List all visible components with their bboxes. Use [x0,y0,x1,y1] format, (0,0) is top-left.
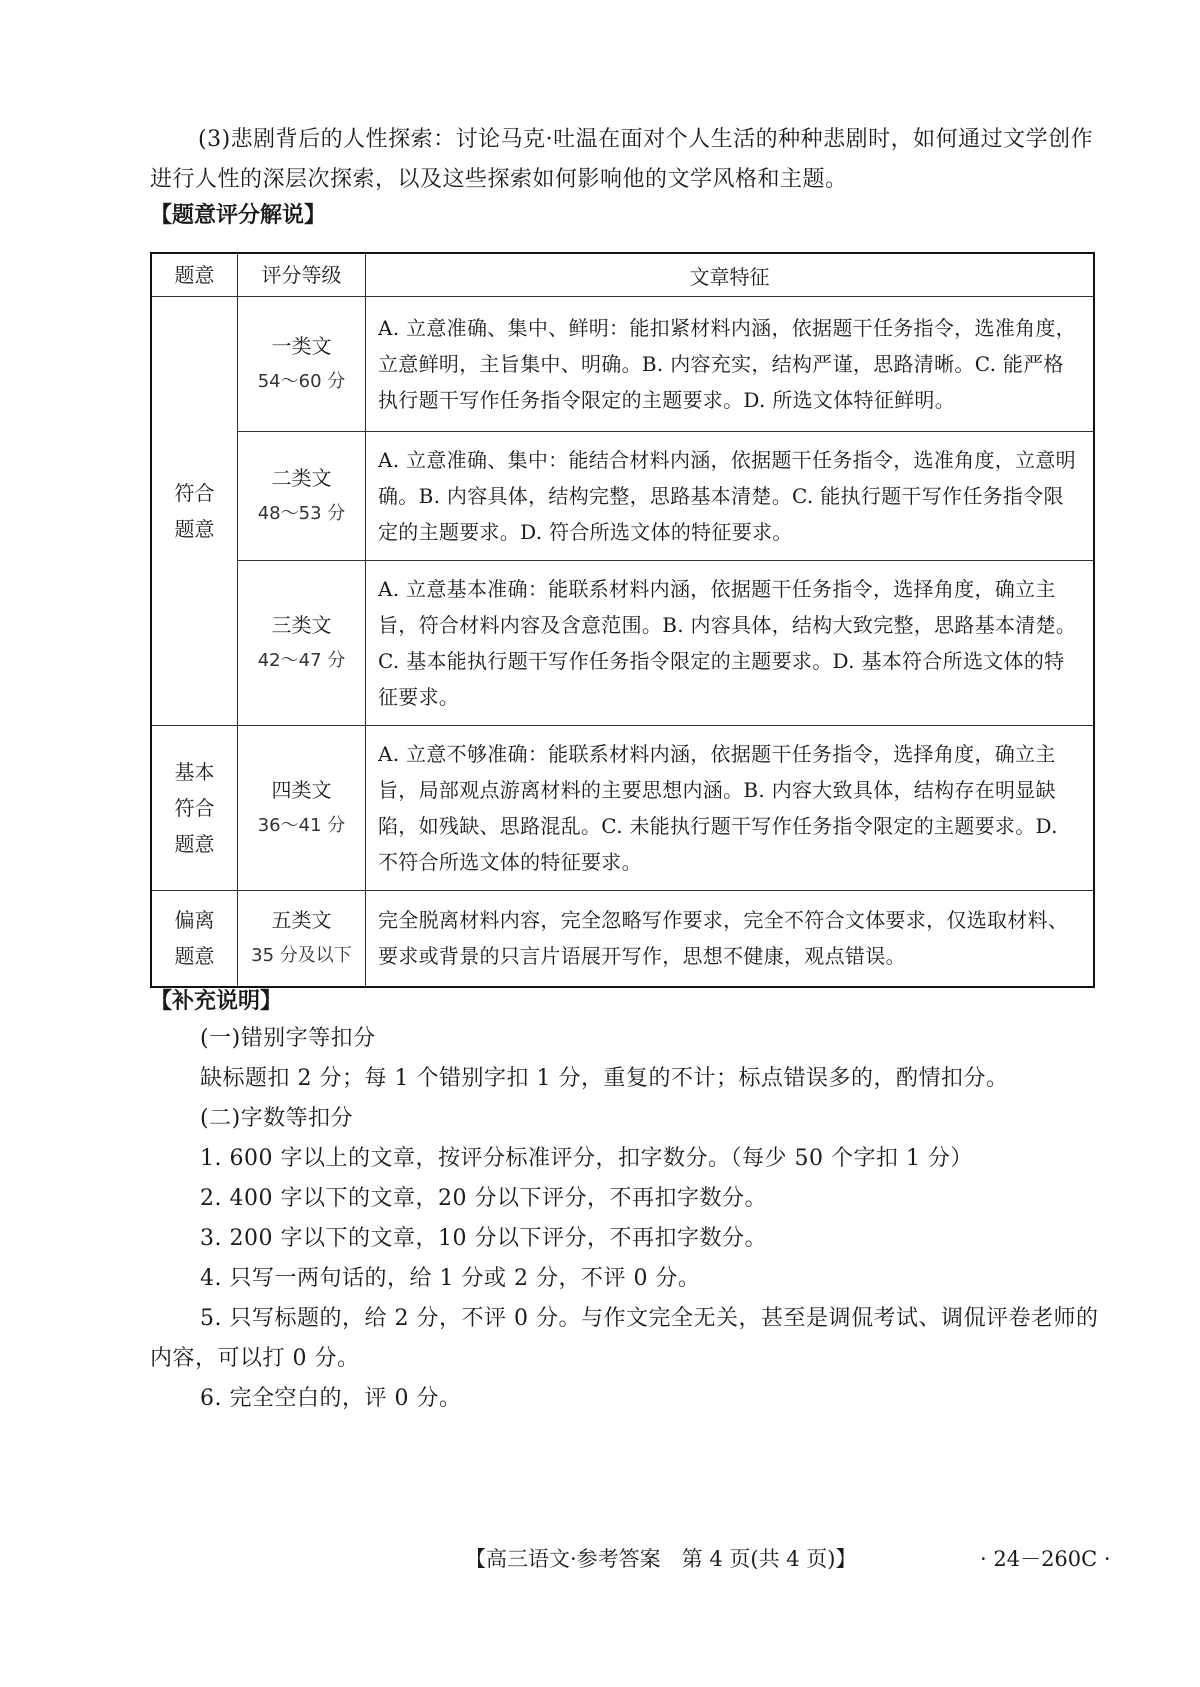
grade-cell [238,432,366,561]
list-item: 6. 完全空白的，评 0 分。 [200,1386,462,1411]
page-footer: 【高三语文·参考答案 第 4 页(共 4 页)】 [465,1547,857,1571]
grade-score: 54～60 分 [257,371,346,392]
table-header-row [151,253,1094,297]
list-item: 1. 600 字以上的文章，按评分标准评分，扣字数分。（每少 50 个字扣 1 分） [200,1146,973,1171]
header-features: 文章特征 [366,253,1095,297]
grade-description: A. 立意不够准确：能联系材料内涵，依据题干任务指令，选择角度，确立主旨，局部观点游离材料的主要思想内涵。B. 内容大致具体，结构存在明显缺陷，如残缺、思路混乱。C. 未能执行题干写作任务指令限定的主题要求。D. 不符合所选文体的特征要求。 [366,726,1095,891]
rubric-heading: 【题意评分解说】 [150,202,327,228]
group-fit: 符合 题意 [151,297,238,726]
grade-label: 三类文 [271,613,332,637]
supplement-section-1-text: 缺标题扣 2 分；每 1 个错别字扣 1 分，重复的不计；标点错误多的，酌情扣分。 [200,1066,1009,1091]
table-row [151,891,1094,987]
grade-description: A. 立意准确、集中：能结合材料内涵，依据题干任务指令，选准角度，立意明确。B. 内容具体，结构完整，思路基本清楚。C. 能执行题干写作任务指令限定的主题要求。D. 符合所选文体的特征要求。 [366,432,1095,561]
grade-score: 35 分及以下 [251,945,352,967]
table-row [151,726,1094,891]
grade-label: 二类文 [271,466,332,490]
supplement-section-1-title: (一)错别字等扣分 [200,1026,376,1051]
grade-score: 42～47 分 [257,650,346,671]
list-item: 4. 只写一两句话的，给 1 分或 2 分，不评 0 分。 [200,1266,701,1291]
list-item: 5. 只写标题的，给 2 分，不评 0 分。与作文完全无关，甚至是调侃考试、调侃评卷老师的内容，可以打 0 分。 [150,1306,1099,1371]
list-item: 3. 200 字以下的文章，10 分以下评分，不再扣字数分。 [200,1226,767,1251]
grade-label: 四类文 [271,778,332,802]
table-row [151,297,1094,432]
grade-score: 48～53 分 [257,503,346,524]
supplement-heading: 【补充说明】 [150,988,283,1014]
header-grade: 评分等级 [238,253,366,297]
document-code: · 24－260C · [980,1547,1111,1571]
table-row [151,432,1094,561]
grade-cell [238,297,366,432]
grade-cell [238,891,366,987]
supplement-section-2-title: (二)字数等扣分 [200,1106,354,1131]
header-topic: 题意 [151,253,238,297]
grade-description: A. 立意准确、集中、鲜明：能扣紧材料内涵，依据题干任务指令，选准角度，立意鲜明，主旨集中、明确。B. 内容充实，结构严谨，思路清晰。C. 能严格执行题干写作任务指令限定的主题要求。D. 所选文体特征鲜明。 [366,297,1095,432]
rubric-table [150,252,1095,988]
group-off: 偏离 题意 [151,891,238,987]
grade-description: 完全脱离材料内容，完全忽略写作要求，完全不符合文体要求，仅选取材料、要求或背景的只言片语展开写作，思想不健康，观点错误。 [366,891,1095,987]
grade-label: 五类文 [271,908,332,933]
list-item: 2. 400 字以下的文章，20 分以下评分，不再扣字数分。 [200,1186,767,1211]
grade-label: 一类文 [271,334,332,358]
grade-score: 36～41 分 [257,815,346,836]
group-basic: 基本 符合 题意 [151,726,238,891]
grade-cell [238,561,366,726]
table-row [151,561,1094,726]
grade-cell [238,726,366,891]
grade-description: A. 立意基本准确：能联系材料内涵，依据题干任务指令，选择角度，确立主旨，符合材料内容及含意范围。B. 内容具体，结构大致完整，思路基本清楚。C. 基本能执行题干写作任务指令限定的主题要求。D. 基本符合所选文体的特征要求。 [366,561,1095,726]
intro-paragraph: (3)悲剧背后的人性探索：讨论马克·吐温在面对个人生活的种种悲剧时，如何通过文学创作进行人性的深层次探索，以及这些探索如何影响他的文学风格和主题。 [150,127,1094,192]
